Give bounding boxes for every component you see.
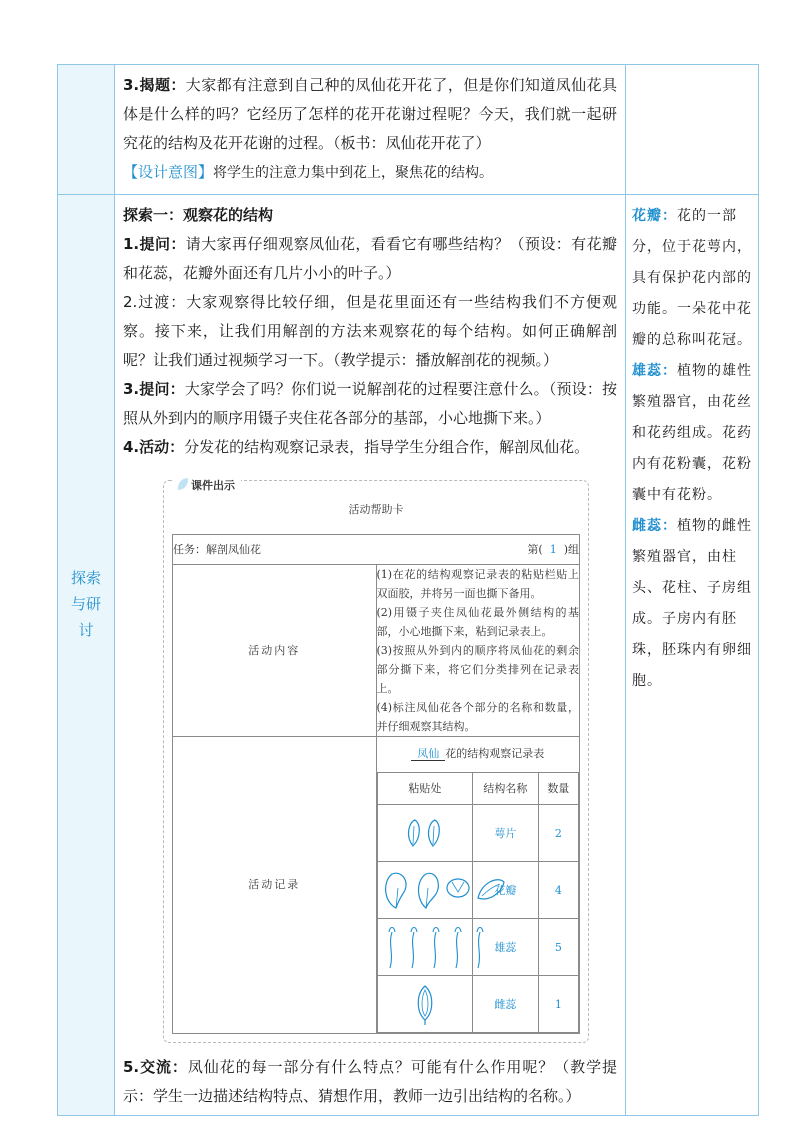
reveal-paragraph: 3.揭题：大家都有注意到自己种的凤仙花开花了，但是你们知道凤仙花具体是什么样的吗？它经历了怎样的花开花谢过程呢？今天，我们就一起研究花的结构及花开花谢的过程。（板书：凤仙花开花了） [123, 76, 617, 152]
content-steps: (1)在花的结构观察记录表的粘贴栏贴上双面胶，并将另一面也撕下备用。 (2)用镊子夹住凤仙花最外侧结构的基部，小心地撕下来，粘到记录表上。 (3)按照从外到内的顺序将凤仙花的剩余部分撕下来，将它们分类排列在记录表上。 (4)标注凤仙花各个部分的名称和数量，并仔细观察其结构。 [376, 565, 580, 737]
stamen-drawing-cell [377, 919, 473, 976]
design-intent: 【设计意图】将学生的注意力集中到花上，聚焦花的结构。 [123, 163, 494, 181]
pistil-drawing-icon [410, 982, 440, 1026]
table-row [377, 862, 579, 919]
record-row [173, 737, 580, 1034]
sepal-drawing-cell [377, 805, 473, 862]
sepal-drawing-icon [403, 818, 447, 848]
pistil-drawing-cell [377, 976, 473, 1033]
header-paste: 粘贴处 [377, 773, 473, 805]
table-row [377, 919, 579, 976]
record-label: 活动记录 [173, 737, 377, 1034]
row-name: 萼片 [473, 805, 538, 862]
row-name: 雌蕊 [473, 976, 538, 1033]
row-explore [58, 195, 759, 1116]
record-table [377, 772, 580, 1033]
explore-p4: 4.活动：分发花的结构观察记录表，指导学生分组合作，解剖凤仙花。 [123, 438, 590, 456]
note-cell-top [626, 65, 759, 195]
card-title: 活动帮助卡 [348, 503, 404, 516]
notes-cell [626, 195, 759, 1116]
lesson-table [57, 64, 759, 1116]
explore-p1: 1.提问：请大家再仔细观察凤仙花，看看它有哪些结构？（预设：有花瓣和花蕊，花瓣外面还有几片小小的叶子。） [123, 235, 617, 282]
header-count: 数量 [538, 773, 578, 805]
header-name: 结构名称 [473, 773, 538, 805]
content-label: 活动内容 [173, 565, 377, 737]
group-label: 第( 1 )组 [527, 543, 579, 556]
note-stamen: 雄蕊：植物的雄性繁殖器官，由花丝和花药组成。花药内有花粉囊，花粉囊中有花粉。 [632, 363, 752, 503]
record-title: 凤仙 花的结构观察记录表 [377, 739, 580, 768]
table-row [377, 805, 579, 862]
activity-card [163, 480, 589, 1043]
row-count: 2 [538, 805, 578, 862]
row-count: 4 [538, 862, 578, 919]
reveal-cell [115, 65, 626, 195]
card-tag: 课件出示 [172, 471, 241, 500]
explore-p5: 5.交流：凤仙花的每一部分有什么特点？可能有什么作用呢？（教学提示：学生一边描述结构特点、猜想作用，教师一边引出结构的名称。） [123, 1058, 617, 1105]
lesson-page [57, 64, 757, 1116]
row-count: 1 [538, 976, 578, 1033]
stage-cell [58, 195, 115, 1116]
explore-p2: 2.过渡：大家观察得比较仔细，但是花里面还有一些结构我们不方便观察。接下来，让我们用解剖的方法来观察花的每个结构。如何正确解剖呢？让我们通过视频学习一下。（教学提示：播放解剖花的视频。） [123, 293, 617, 369]
petal-drawing-cell [377, 862, 473, 919]
explore-heading: 探索一：观察花的结构 [123, 206, 274, 224]
stage-cell-top [58, 65, 115, 195]
row-count: 5 [538, 919, 578, 976]
explore-cell [115, 195, 626, 1116]
row-name: 花瓣 [473, 862, 538, 919]
note-pistil: 雌蕊：植物的雌性繁殖器官，由柱头、花柱、子房组成。子房内有胚珠，胚珠内有卵细胞。 [632, 518, 752, 689]
row-reveal [58, 65, 759, 195]
leaf-icon [178, 478, 188, 490]
card-table [172, 534, 580, 1034]
task-text: 任务：解剖凤仙花 [173, 543, 261, 556]
task-row [173, 535, 580, 565]
stage-label: 探索 与研 讨 [70, 569, 101, 639]
row-name: 雄蕊 [473, 919, 538, 976]
content-row [173, 565, 580, 737]
side-notes [626, 195, 758, 703]
explore-p3: 3.提问：大家学会了吗？你们说一说解剖花的过程要注意什么。（预设：按照从外到内的顺序用镊子夹住花各部分的基部，小心地撕下来。） [123, 380, 617, 427]
table-row [377, 976, 579, 1033]
note-petal: 花瓣：花的一部分，位于花萼内，具有保护花内部的功能。一朵花中花瓣的总称叫花冠。 [632, 208, 752, 348]
